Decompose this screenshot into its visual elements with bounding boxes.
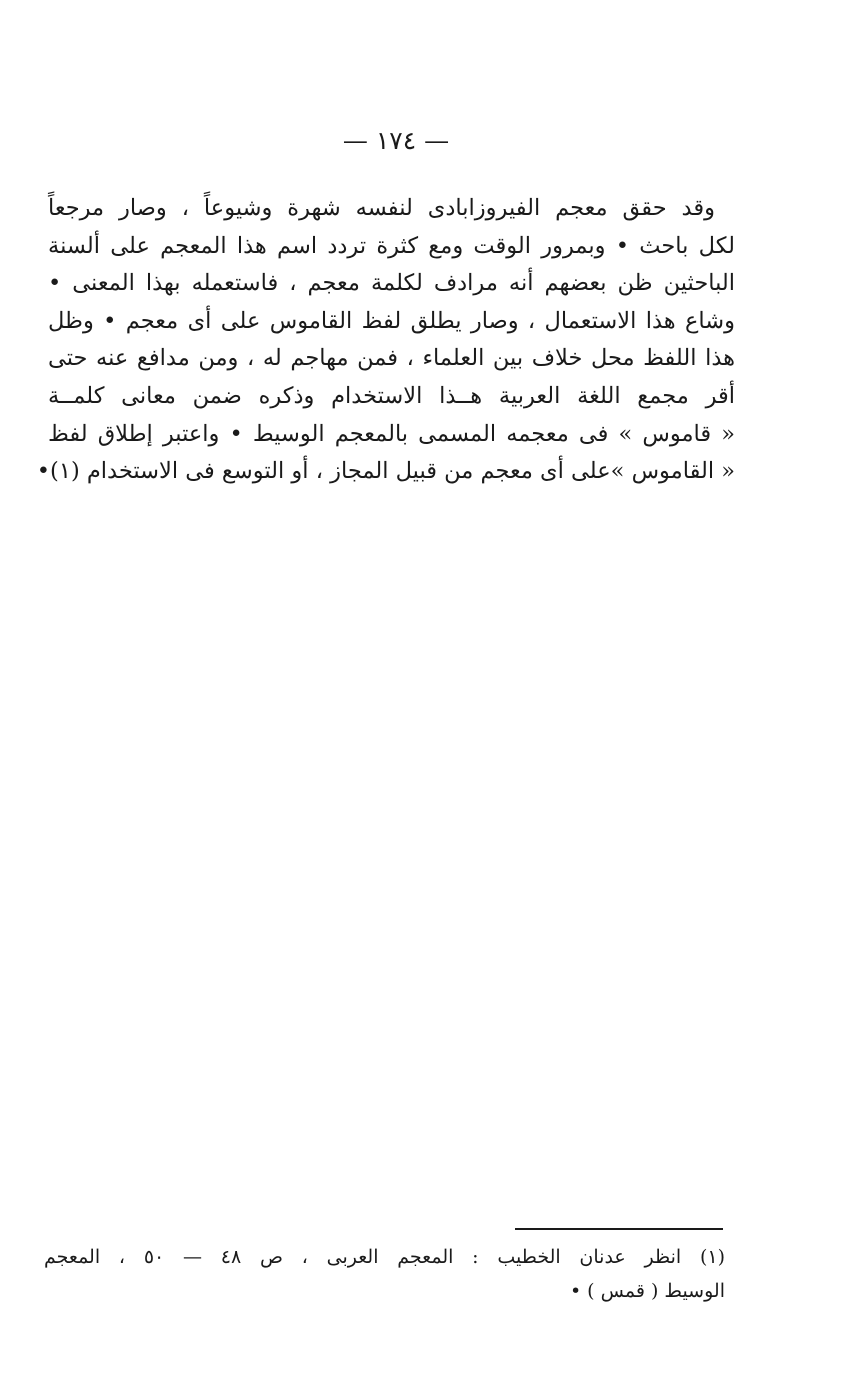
paragraph-line: الباحثين ظن بعضهم أنه مرادف لكلمة معجم ، فاستعمله بهذا المعنى • bbox=[48, 270, 735, 297]
paragraph-line: هذا اللفظ محل خلاف بين العلماء ، فمن مهاجم له ، ومن مدافع عنه حتى bbox=[48, 345, 735, 372]
paragraph-line: « القاموس »على أى معجم من قبيل المجاز ، أو التوسع فى الاستخدام (١)• bbox=[36, 458, 735, 485]
footnote-line: الوسيط ( قمس ) • bbox=[569, 1280, 725, 1302]
main-paragraph bbox=[36, 190, 735, 491]
paragraph-line: لكل باحث • وبمرور الوقت ومع كثرة تردد اسم هذا المعجم على ألسنة bbox=[48, 232, 735, 259]
paragraph-line: وقد حقق معجم الفيروزابادى لنفسه شهرة وشيوعاً ، وصار مرجعاً bbox=[48, 195, 715, 221]
paragraph-line: أقر مجمع اللغة العربية هــذا الاستخدام وذكره ضمن معانى كلمــة bbox=[48, 382, 735, 409]
page-number: — ١٧٤ — bbox=[342, 126, 450, 155]
footnote-line: (١) انظر عدنان الخطيب : المعجم العربى ، ص ٤٨ — ٥٠ ، المعجم bbox=[44, 1246, 725, 1268]
paragraph-line: وشاع هذا الاستعمال ، وصار يطلق لفظ القاموس على أى معجم • وظل bbox=[48, 307, 735, 334]
paragraph-line: « قاموس » فى معجمه المسمى بالمعجم الوسيط • واعتبر إطلاق لفظ bbox=[48, 420, 735, 447]
footnote bbox=[44, 1240, 725, 1308]
footnote-divider bbox=[515, 1228, 723, 1230]
